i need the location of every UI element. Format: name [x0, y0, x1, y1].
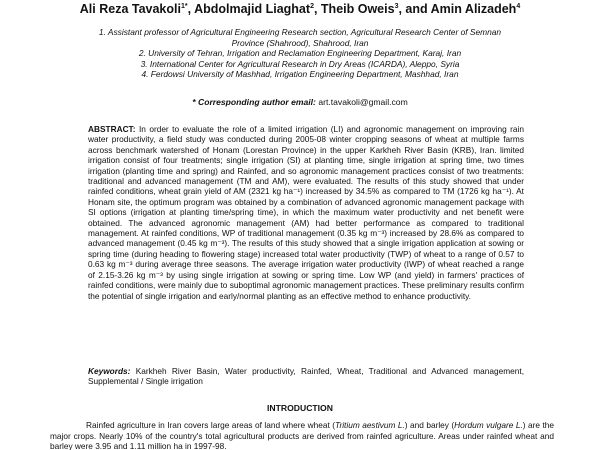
author-sup: 2	[310, 2, 314, 10]
affiliations	[55, 27, 545, 80]
intro-text: ) are the major crops. Nearly 10% of the country's total agricultural products are derived from rainfed agriculture. Areas under rainfed wheat and barley were 3.95 and 1.11 million ha in 1997-98.	[50, 420, 554, 450]
corresponding-author	[0, 97, 600, 107]
keywords-label: Keywords:	[88, 366, 131, 376]
author-sup: 1*	[180, 2, 188, 10]
author-name: Theib Oweis	[320, 2, 395, 16]
author-name: Abdolmajid Liaghat	[194, 2, 311, 16]
author-sup: 3	[394, 2, 399, 10]
author-name: Amin Alizadeh	[430, 2, 517, 16]
affiliation-line: 1. Assistant professor of Agricultural Engineering Research section, Agricultural Research Center of Semnan	[98, 27, 502, 37]
corresponding-email[interactable]: art.tavakoli@gmail.com	[318, 97, 408, 107]
intro-text: ) and barley (	[404, 420, 455, 430]
abstract-text: In order to evaluate the role of a limited irrigation (LI) and agronomic management on improving rain water productivity, a field study was conducted during 2005-08 winter cropping seasons of wheat at multiple farms across benchmark watershed of Honam (Lorestan Province) in the upper Karkheh River Basin (KRB), Iran. limited irrigation consist of four treatments; single irrigation (SI) at planting time, single irrigation at spring time, two times irrigation (planting time and spring) and Rainfed, and so agronomic management practices consist of two treatments: traditional and advanced management (TM and AM), were evaluated. The results of this study showed that under rainfed conditions, wheat grain yield of AM (2321 kg ha⁻¹) increased by 34.5% as compared to TM (1726 kg ha⁻¹). At Honam site, the optimum program was obtained by a combination of advanced agronomic management package with SI options (irrigation at planting time/spring time), in which the maximum water productivity and net benefit were obtained. The advanced agronomic management (AM) had better performance as compared to traditional management. At rainfed conditions, WP of traditional management (0.35 kg m⁻³) increased by 28.6% as compared to advanced management (0.45 kg m⁻³). The results of this study showed that a single irrigation application at sowing or spring time (during heading to flowering stage) increased total water productivity (TWP) of wheat to a range of 0.57 to 0.63 kg m⁻³ during average three seasons. The average irrigation water productivity (IWP) of wheat reached a range of 2.15-3.26 kg m⁻³ by using single irrigation at sowing or spring time. Low WP (and yield) in farmers' practices of rainfed conditions, were mainly due to suboptimal agronomic management practices. These preliminary results confirm the potential of single irrigation and early/normal planting as an effective method to enhance productivity.	[88, 124, 525, 301]
affiliation-line: 3. International Center for Agricultural Research in Dry Areas (ICARDA), Aleppo, Syria	[140, 58, 460, 69]
separator: , and	[398, 2, 431, 16]
abstract	[88, 124, 524, 301]
author-sup: 4	[516, 2, 521, 10]
intro-text: Rainfed agriculture in Iran covers large areas of land where wheat (	[86, 420, 335, 430]
author-name: Ali Reza Tavakoli	[79, 2, 181, 16]
author-line	[0, 2, 600, 16]
separator: ,	[313, 2, 321, 16]
keywords	[88, 366, 524, 387]
separator: ,	[187, 2, 195, 16]
species-name: Hordum vulgare L.	[454, 420, 523, 430]
intro-paragraph	[50, 420, 554, 450]
keywords-text: Karkheh River Basin, Water productivity, Rainfed, Wheat, Traditional and Advanced management, Supplemental / Single irrigation	[88, 366, 524, 387]
affiliation-line: Province (Shahrood), Shahrood, Iran	[231, 37, 369, 48]
affiliation-line: 4. Ferdowsi University of Mashhad, Irrigation Engineering Department, Mashhad, Iran	[141, 69, 459, 79]
corresponding-label: * Corresponding author email:	[192, 97, 316, 107]
section-heading: INTRODUCTION	[267, 403, 333, 413]
abstract-label: ABSTRACT:	[88, 124, 136, 134]
affiliation-line: 2. University of Tehran, Irrigation and Reclamation Engineering Department, Karaj, Iran	[138, 48, 462, 58]
species-name: Tritium aestivum L.	[335, 420, 405, 430]
